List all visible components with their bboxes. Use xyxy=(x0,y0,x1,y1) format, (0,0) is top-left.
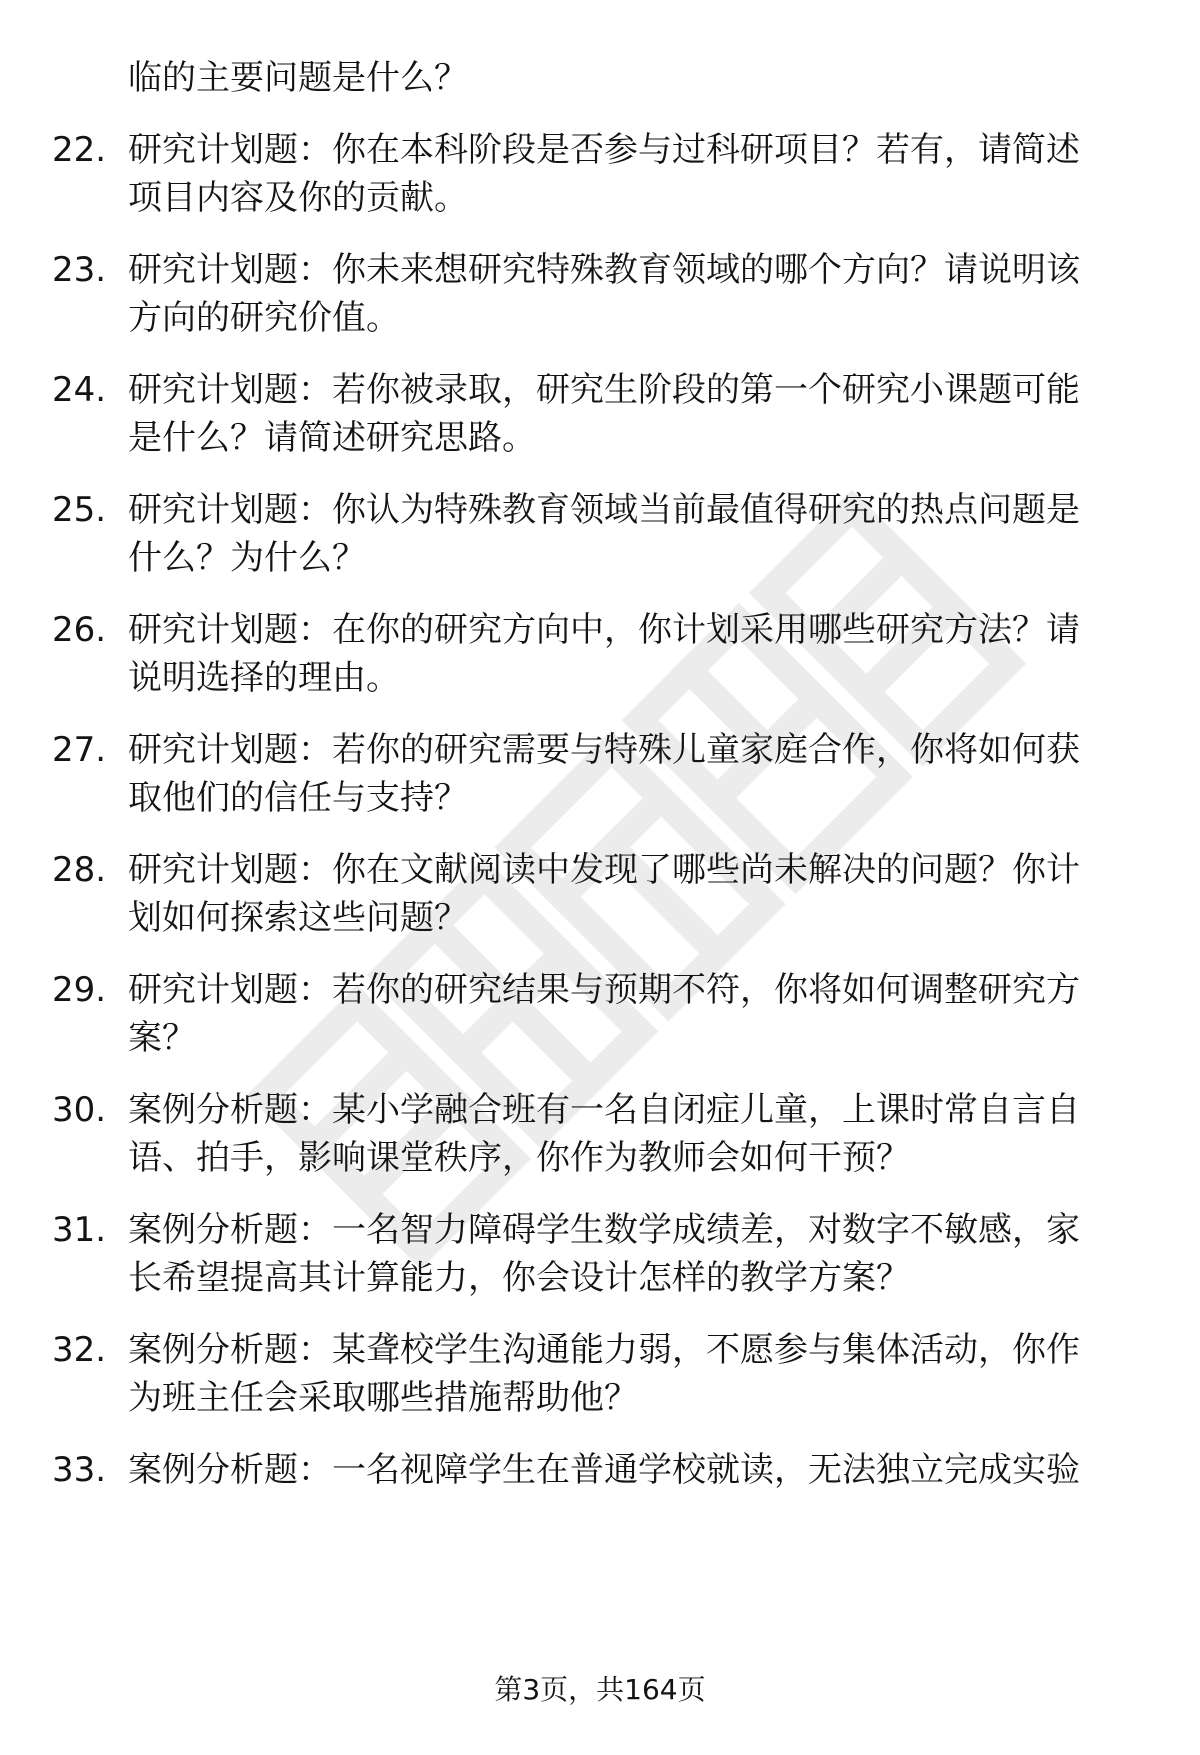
question-text-line: 长希望提高其计算能力，你会设计怎样的教学方案？ xyxy=(128,1258,910,1298)
question-text-line: 研究计划题：你在文献阅读中发现了哪些尚未解决的问题？你计 xyxy=(128,850,1080,890)
question-text-line: 是什么？请简述研究思路。 xyxy=(128,418,536,458)
continued-text: 临的主要问题是什么？ xyxy=(128,58,468,98)
question-text-line: 研究计划题：你未来想研究特殊教育领域的哪个方向？请说明该 xyxy=(128,250,1080,290)
question-number: 22. xyxy=(52,130,107,170)
page-number-footer: 第3页，共164页 xyxy=(494,1673,706,1706)
question-number: 27. xyxy=(52,730,107,770)
question-text-line: 案例分析题：某聋校学生沟通能力弱，不愿参与集体活动，你作 xyxy=(128,1330,1080,1370)
question-item xyxy=(52,1086,1152,1182)
question-text-line: 案？ xyxy=(128,1018,196,1058)
question-text-line: 研究计划题：若你的研究结果与预期不符，你将如何调整研究方 xyxy=(128,970,1080,1010)
question-text-line: 案例分析题：一名智力障碍学生数学成绩差，对数字不敏感，家 xyxy=(128,1210,1080,1250)
question-text-line: 方向的研究价值。 xyxy=(128,298,400,338)
question-text-line: 项目内容及你的贡献。 xyxy=(128,178,468,218)
question-number: 28. xyxy=(52,850,107,890)
question-text-line: 什么？为什么？ xyxy=(128,538,366,578)
question-item xyxy=(52,1446,1152,1494)
question-text-line: 研究计划题：你认为特殊教育领域当前最值得研究的热点问题是 xyxy=(128,490,1080,530)
question-item xyxy=(52,126,1152,222)
question-text-line: 研究计划题：若你被录取，研究生阶段的第一个研究小课题可能 xyxy=(128,370,1080,410)
question-text-line: 取他们的信任与支持？ xyxy=(128,778,468,818)
question-number: 33. xyxy=(52,1450,107,1490)
question-number: 32. xyxy=(52,1330,107,1370)
question-text-line: 研究计划题：在你的研究方向中，你计划采用哪些研究方法？请 xyxy=(128,610,1080,650)
question-item xyxy=(52,606,1152,702)
question-text-line: 划如何探索这些问题？ xyxy=(128,898,468,938)
question-text-line: 研究计划题：若你的研究需要与特殊儿童家庭合作，你将如何获 xyxy=(128,730,1080,770)
question-text-line: 研究计划题：你在本科阶段是否参与过科研项目？若有，请简述 xyxy=(128,130,1080,170)
question-item xyxy=(52,366,1152,462)
question-text-line: 为班主任会采取哪些措施帮助他？ xyxy=(128,1378,638,1418)
question-number: 24. xyxy=(52,370,107,410)
question-number: 23. xyxy=(52,250,107,290)
question-item xyxy=(52,966,1152,1062)
question-item xyxy=(52,486,1152,582)
question-item xyxy=(52,246,1152,342)
question-number: 30. xyxy=(52,1090,107,1130)
question-text-line: 案例分析题：一名视障学生在普通学校就读，无法独立完成实验 xyxy=(128,1450,1080,1490)
question-number: 25. xyxy=(52,490,107,530)
question-text-line: 案例分析题：某小学融合班有一名自闭症儿童，上课时常自言自 xyxy=(128,1090,1080,1130)
question-item xyxy=(52,726,1152,822)
question-item xyxy=(52,846,1152,942)
question-text-line: 说明选择的理由。 xyxy=(128,658,400,698)
question-number: 29. xyxy=(52,970,107,1010)
question-text-line: 语、拍手，影响课堂秩序，你作为教师会如何干预？ xyxy=(128,1138,910,1178)
question-number: 26. xyxy=(52,610,107,650)
question-item xyxy=(52,1206,1152,1302)
question-item xyxy=(52,1326,1152,1422)
question-number: 31. xyxy=(52,1210,107,1250)
